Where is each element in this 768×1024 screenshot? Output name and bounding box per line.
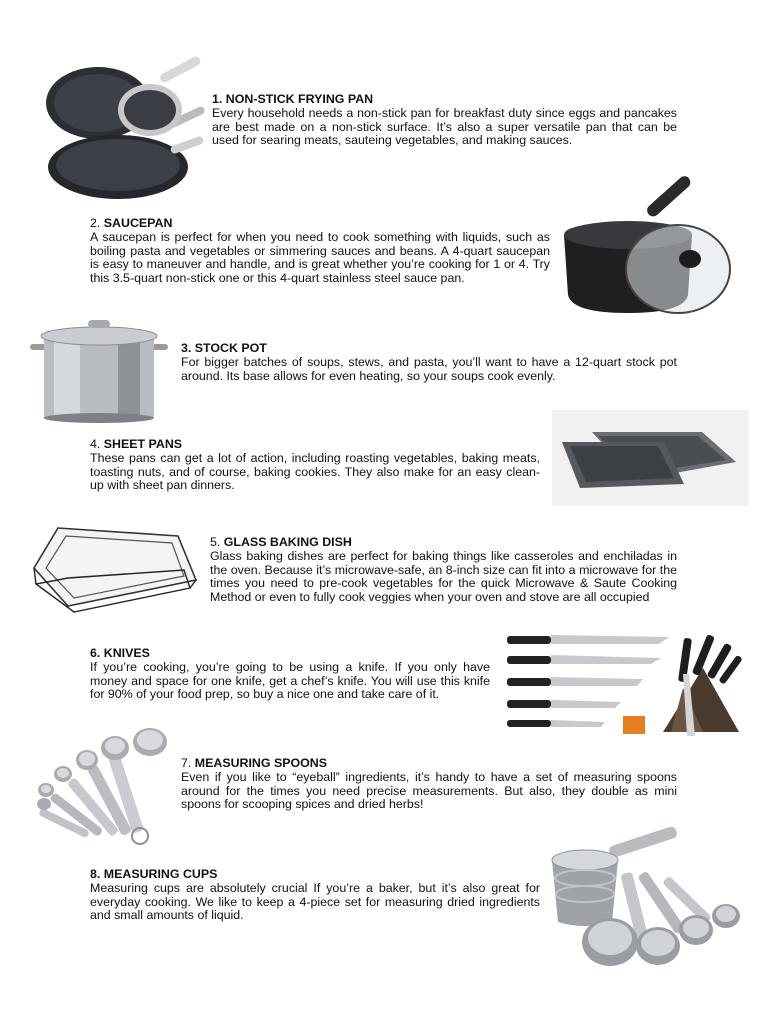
item-measuring-spoons — [181, 757, 677, 812]
item-measuring-cups — [90, 868, 540, 923]
item-body: If you’re cooking, you’re going to be using a knife. If you only have money and space for one knife, get a chef’s knife. You will use this knife for 90% of your food prep, so buy a nice one and take care of it. — [90, 659, 490, 702]
item-heading: 5. GLASS BAKING DISH — [210, 535, 352, 549]
item-heading: 2. SAUCEPAN — [90, 216, 173, 230]
frying-pan-icon — [40, 55, 205, 205]
item-body: Every household needs a non-stick pan for breakfast duty since eggs and pancakes are best made on a non-stick surface. It’s also a super versatile pan that can be used for searing meats, sauteing vegetables, and making sauces. — [212, 105, 677, 148]
saucepan-icon — [558, 175, 738, 323]
item-heading: 1. NON-STICK FRYING PAN — [212, 92, 374, 106]
glass-baking-dish-icon — [28, 518, 200, 616]
item-frying-pan — [212, 93, 677, 148]
item-saucepan — [90, 217, 550, 286]
item-body: Glass baking dishes are perfect for baking things like casseroles and enchiladas in the oven. Because it’s microwave-safe, an 8-inch size can fit into a microwave for the times you need to pre-cook vegetables for the quick Microwave & Saute Cooking Method or even to fully cook veggies when your oven and stove are all occupied — [210, 548, 677, 605]
measuring-spoons-icon — [30, 724, 178, 852]
knife-set-icon — [503, 628, 748, 740]
item-sheet-pans — [90, 438, 540, 493]
measuring-cups-icon — [548, 826, 744, 976]
item-body: A saucepan is perfect for when you need to cook something with liquids, such as boiling pasta and vegetables or simmering sauces and beans. A 4-quart saucepan is easy to maneuver and handle, and is great whether you’re cooking for 1 or 4. Try this 3.5-quart non-stick one or this 4-quart stainless steel sauce pan. — [90, 229, 550, 286]
item-heading: 8. MEASURING CUPS — [90, 867, 218, 881]
item-heading: 7. MEASURING SPOONS — [181, 756, 327, 770]
item-heading: 3. STOCK POT — [181, 341, 267, 355]
item-knives — [90, 647, 490, 702]
item-heading: 4. SHEET PANS — [90, 437, 183, 451]
stock-pot-icon — [28, 318, 170, 424]
item-stock-pot — [181, 342, 677, 383]
item-body: For bigger batches of soups, stews, and pasta, you’ll want to have a 12-quart stock pot around. Its base allows for even heating, so your soups cook evenly. — [181, 354, 677, 383]
item-heading: 6. KNIVES — [90, 646, 150, 660]
item-glass-baking-dish — [210, 536, 677, 605]
sheet-pans-icon — [552, 410, 749, 506]
item-body: Measuring cups are absolutely crucial If you’re a baker, but it’s also great for everyday cooking. We like to keep a 4-piece set for measuring dried ingredients and small amounts of liquid. — [90, 880, 540, 923]
item-body: These pans can get a lot of action, including roasting vegetables, baking meats, toasting nuts, and of course, baking cookies. They also make for an easy clean-up with sheet pan dinners. — [90, 450, 540, 493]
item-body: Even if you like to “eyeball” ingredients, it’s handy to have a set of measuring spoons around for the times you need precise measurements. But also, they double as mini spoons for scooping spices and dried herbs! — [181, 769, 677, 812]
